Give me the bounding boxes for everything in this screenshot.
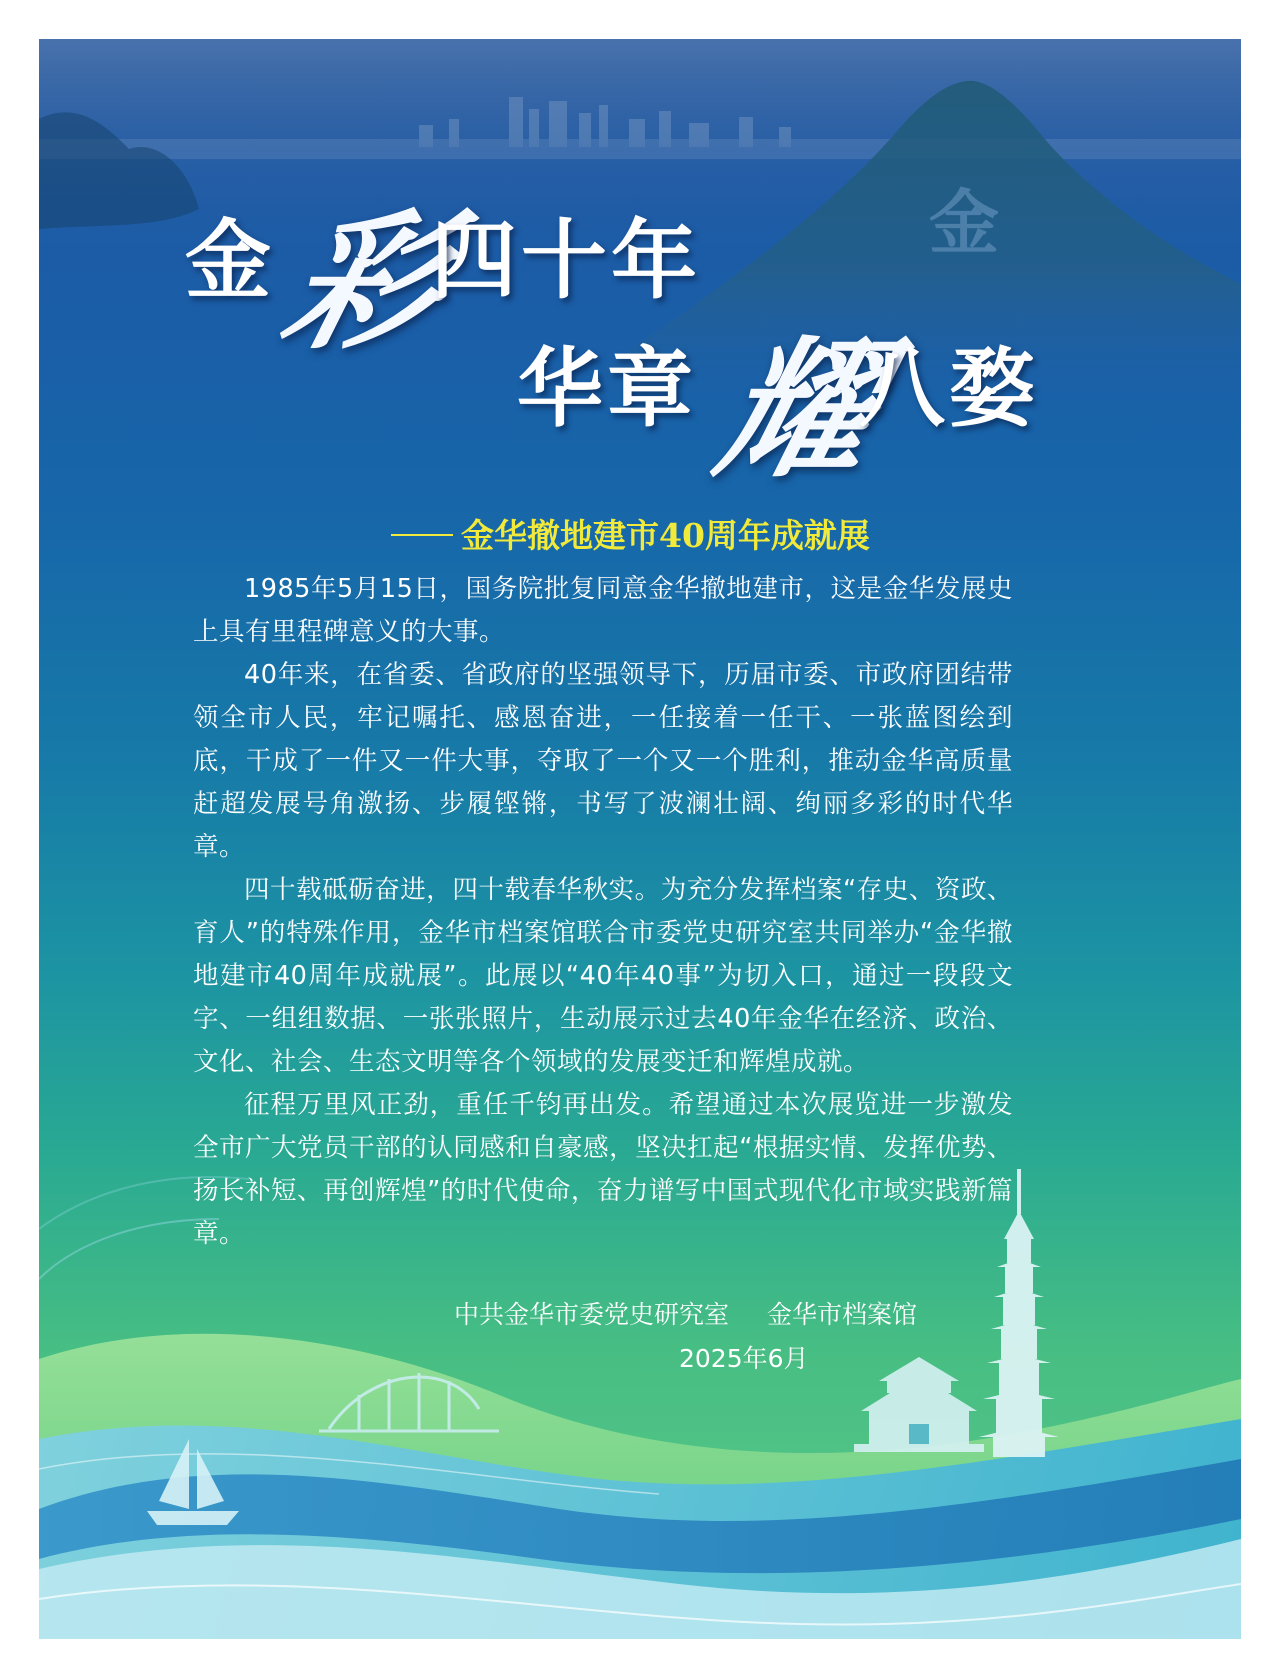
title-line1-part1: 金 <box>185 211 271 311</box>
paragraph-3: 四十载砥砺奋进，四十载春华秋实。为充分发挥档案“存史、资政、育人”的特殊作用，金华市档案馆联合市委党史研究室共同举办“金华撤地建市40周年成就展”。此展以“40年40事”为切入口，通过一段段文字、一组组数据、一张张照片，生动展示过去40年金华在经济、政治、文化、社会、生态文明等各个领域的发展变迁和辉煌成就。 <box>193 875 1013 1077</box>
paragraph-2: 40年来，在省委、省政府的坚强领导下，历届市委、市政府团结带领全市人民，牢记嘱托、感恩奋进，一任接着一任干、一张蓝图绘到底，干成了一件又一件大事，夺取了一个又一个胜利，推动金华高质量赶超发展号角激扬、步履铿锵，书写了波澜壮阔、绚丽多彩的时代华章。 <box>193 660 1013 862</box>
signature-orgs <box>454 1295 917 1335</box>
mountain-emblem: 金 <box>929 182 999 264</box>
title-line2-script: 耀 <box>701 322 896 498</box>
subtitle-text: 金华撤地建市40周年成就展 <box>461 516 870 555</box>
subtitle <box>391 511 870 561</box>
subtitle-dash <box>391 534 453 536</box>
signature-org-2: 金华市档案馆 <box>767 1300 918 1329</box>
paragraph-1: 1985年5月15日，国务院批复同意金华撤地建市，这是金华发展史上具有里程碑意义的大事。 <box>193 574 1013 647</box>
body-text <box>193 568 1013 1256</box>
title-line1-part3: 四十年 <box>431 211 701 311</box>
poster <box>39 39 1241 1639</box>
signature-org-1: 中共金华市委党史研究室 <box>454 1300 730 1329</box>
title-line2-part3: 八婺 <box>859 339 1039 439</box>
title-line1-script: 彩 <box>268 194 463 370</box>
gate-tower-illustration <box>854 1357 984 1452</box>
title-line2-part1: 华章 <box>517 339 697 439</box>
signature-date: 2025年6月 <box>679 1344 809 1373</box>
paragraph-4: 征程万里风正劲，重任千钧再出发。希望通过本次展览进一步激发全市广大党员干部的认同感和自豪感，坚决扛起“根据实情、发挥优势、扬长补短、再创辉煌”的时代使命，奋力谱写中国式现代化市域实践新篇章。 <box>193 1090 1013 1249</box>
